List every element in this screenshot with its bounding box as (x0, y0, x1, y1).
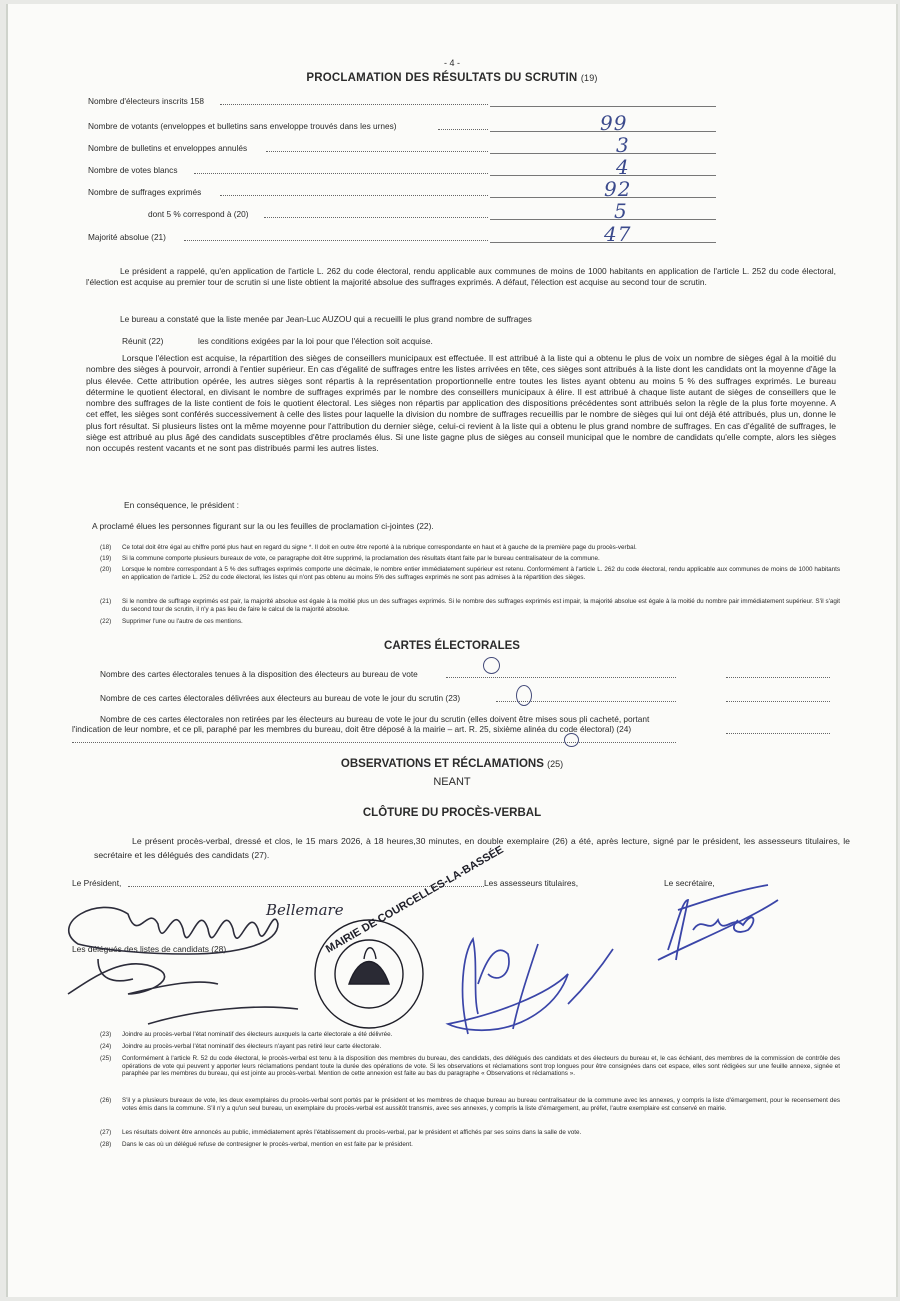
dotted-leader (726, 701, 830, 702)
document-page (6, 4, 898, 1297)
footnote (100, 618, 840, 628)
observations-title-note: (25) (547, 759, 564, 769)
cartes-row-3-line1: Nombre de ces cartes électorales non retirées par les électeurs au bureau de vote le jour du scrutin (elles doivent être mises sous pli cacheté, portant (100, 714, 650, 724)
results-label: dont 5 % correspond à (20) (148, 209, 249, 219)
assesseur-blue-signature (418, 914, 618, 1044)
cartes-row-1: Nombre des cartes électorales tenues à la disposition des électeurs au bureau de vote (100, 669, 418, 679)
cartes-row2-value (520, 688, 521, 689)
handwritten-value: 92 (604, 177, 632, 201)
cartes-row3-value (568, 734, 569, 735)
observations-title (8, 758, 896, 770)
handwritten-value: 99 (600, 111, 628, 135)
results-row (88, 222, 718, 246)
footnote (100, 1097, 840, 1125)
cloture-text: Le présent procès-verbal, dressé et clos, le 15 mars 2026, à 18 heures,30 minutes, en double exemplaire (26) a été, après lecture, signé par le président, les assesseurs titulaires, le secrétaire et les délégués des candidats (27). (94, 836, 850, 860)
footnote-text: Supprimer l'une ou l'autre de ces mentions. (122, 618, 243, 625)
title-text: PROCLAMATION DES RÉSULTATS DU SCRUTIN (306, 72, 578, 84)
stamp-text: MAIRIE DE COURCELLES-LA-BASSÉE (323, 843, 506, 956)
footnote-text: Conformément à l'article R. 52 du code électoral, le procès-verbal est tenu à la disposition des membres du bureau, des candidats, des délégués des candidats et des électeurs du bureau et, le cas échéant, des membres de la commission de contrôle des opérations de vote qui peuvent y apporter leurs réclamations pendant toute la durée des opérations de vote. Si les observations et réclamations sont trop longues pour être consignées dans cet espace, elles sont rédigées sur une feuille annexe, signée et paraphée par les membres du bureau, qui est jointe au procès-verbal. Mention de cette annexion est faite au bas du paragraphe « Observations et réclamations ». (122, 1055, 840, 1078)
value-line (490, 153, 716, 154)
footnote (100, 1129, 840, 1138)
footnote-number: (25) (100, 1055, 112, 1062)
cartes-title: CARTES ÉLECTORALES (384, 640, 520, 652)
secretaire-signature (648, 880, 788, 970)
footnote-text: Joindre au procès-verbal l'état nominatif des électeurs n'ayant pas retiré leur carte électorale. (122, 1043, 382, 1050)
handwritten-zero-mark (516, 685, 532, 706)
dotted-leader (726, 677, 830, 678)
page-number: - 4 - (443, 58, 460, 68)
dotted-leader (194, 173, 488, 174)
dotted-leader (220, 104, 488, 105)
delegues-label: Les délégués des listes de candidats (28) (72, 944, 227, 954)
footnote-number: (27) (100, 1129, 112, 1136)
reunit-text: les conditions exigées par la loi pour que l'élection soit acquise. (198, 336, 433, 346)
results-label: Nombre de votes blancs (88, 165, 178, 175)
results-label: Nombre de suffrages exprimés (88, 187, 202, 197)
value-line (490, 175, 716, 176)
footnote (100, 1043, 840, 1052)
footnote (100, 598, 840, 616)
proclame-text: A proclamé élues les personnes figurant sur la ou les feuilles de proclamation ci-jointes (22). (92, 521, 434, 531)
reunit-label: Réunit (22) (122, 336, 164, 346)
footnote-number: (22) (100, 618, 112, 625)
footnote-number: (21) (100, 598, 112, 605)
results-row (88, 96, 718, 110)
handwritten-value: 47 (604, 222, 632, 246)
footnote-number: (26) (100, 1097, 112, 1104)
handwritten-zero-mark (483, 657, 500, 674)
cartes-row-2: Nombre de ces cartes électorales délivrées aux électeurs au bureau de vote le jour du scrutin (23) (100, 693, 461, 703)
footnote-text: Ce total doit être égal au chiffre porté plus haut en regard du signe *. Il doit en outre être reporté à la rubrique correspondante en haut et à gauche de la première page du procès-verbal. (122, 544, 637, 551)
footnote-text: Si la commune comporte plusieurs bureaux de vote, ce paragraphe doit être supprimé, la proclamation des résultats étant faite par le bureau centralisateur de la commune. (122, 555, 600, 562)
president-reminder: Le président a rappelé, qu'en application de l'article L. 262 du code électoral, rendu applicable aux communes de moins de 1000 habitants en application de l'article L. 252 du code électoral, l'élection est acquise au premier tour de scrutin si une liste obtient la majorité absolue des suffrages exprimés. A défaut, l'élection est acquise au second tour de scrutin. (86, 266, 836, 288)
footnote-text: S'il y a plusieurs bureaux de vote, les deux exemplaires du procès-verbal sont portés par le président et les membres de chaque bureau au bureau centralisateur de la commune avec les annexes, y compris la liste d'émargement, pour le recensement des votes émis dans la commune. S'il n'y a qu'un seul bureau, un exemplaire du procès-verbal est aussitôt transmis, avec ses annexes, y compris la liste d'émargement, au préfet, l'autre exemplaire est conservé en mairie. (122, 1097, 840, 1112)
dotted-leader (264, 217, 488, 218)
handwritten-value: 3 (616, 133, 630, 157)
footnote-number: (19) (100, 555, 112, 562)
footnote (100, 1031, 840, 1040)
footnote-number: (23) (100, 1031, 112, 1038)
dotted-leader (266, 151, 488, 152)
page-title (8, 72, 896, 84)
assesseur-signature-name: Bellemare (266, 901, 344, 919)
value-line (490, 197, 716, 198)
president-label: Le Président, (72, 878, 122, 888)
dotted-leader (220, 195, 488, 196)
observations-text: NEANT (433, 776, 471, 788)
dotted-leader (184, 240, 488, 241)
footnote-text: Dans le cas où un délégué refuse de contresigner le procès-verbal, mention en est faite par le président. (122, 1141, 413, 1148)
footnote (100, 1141, 840, 1150)
footnote (100, 566, 840, 594)
footnote-number: (18) (100, 544, 112, 551)
dotted-leader (72, 742, 676, 743)
footnote (100, 555, 840, 565)
secretaire-label: Le secrétaire, (664, 878, 715, 888)
dotted-leader (446, 677, 676, 678)
dotted-leader (438, 129, 488, 130)
footnote-text: Les résultats doivent être annoncés au public, immédiatement après l'établissement du procès-verbal, par le président et affichés par ses soins dans la salle de vote. (122, 1129, 582, 1136)
cloture-title: CLÔTURE DU PROCÈS-VERBAL (362, 807, 542, 819)
footnote-number: (28) (100, 1141, 112, 1148)
footnote (100, 544, 840, 554)
value-line (490, 219, 716, 220)
handwritten-zero-mark (564, 733, 579, 747)
results-label: Nombre de votants (enveloppes et bulletins sans enveloppe trouvés dans les urnes) (88, 121, 397, 131)
cartes-row1-value (488, 658, 489, 659)
footnote-text: Si le nombre de suffrage exprimés est pair, la majorité absolue est égale à la moitié plus un des suffrages exprimés. Si le nombre des suffrages exprimés est impair, la majorité absolue est égale à la moitié du nombre pair immédiatement supérieur. S'il s'agit du second tour de scrutin, il n'y a pas lieu de faire le calcul de la majorité absolue. (122, 598, 840, 613)
footnote-number: (20) (100, 566, 112, 573)
assesseurs-label: Les assesseurs titulaires, (484, 878, 579, 888)
bureau-constat: Le bureau a constaté que la liste menée par Jean-Luc AUZOU qui a recueilli le plus grand nombre de suffrages (120, 314, 532, 324)
consequence-text: En conséquence, le président : (124, 500, 240, 510)
results-label: Majorité absolue (21) (88, 232, 166, 242)
handwritten-value: 5 (614, 199, 628, 223)
footnote-text: Lorsque le nombre correspondant à 5 % des suffrages exprimés comporte une décimale, le nombre entier immédiatement supérieur est retenu. Conformément à l'article L. 262 du code électoral, rendu applicable aux communes de moins de 1000 habitants en application de l'article L. 252 du code électoral, les listes qui n'ont pas obtenu au moins 5% des suffrages exprimés ne sont pas admises à la répartition des sièges. (122, 566, 840, 581)
title-note: (19) (580, 73, 598, 83)
repartition-text: Lorsque l'élection est acquise, la répartition des sièges de conseillers municipaux est effectuée. Il est attribué à la liste qui a obtenu le plus de voix un nombre de sièges égal à la moitié du nombre des sièges à pourvoir, arrondi à l'entier supérieur. En cas d'égalité de suffrages entre les listes arrivées en tête, ces sièges sont attribués à la liste dont les candidats ont la moyenne d'âge la plus élevée. Cette attribution opérée, les autres sièges sont répartis à la représentation proportionnelle entre toutes les listes ayant obtenu au moins 5 % des suffrages exprimés. Le bureau détermine le quotient électoral, en divisant le nombre de suffrages exprimés par le nombre des conseillers municipaux à élire. Il est attribué à chaque liste autant de sièges de conseillers que le nombre des suffrages de la liste contient de fois le quotient électoral. Les sièges non répartis par application des dispositions précédentes sont attribués selon la règle de la plus forte moyenne. A cet effet, les sièges sont conférés successivement à celle des listes pour laquelle la division du nombre de suffrages recueillis par le nombre de sièges qui lui ont déjà été attribués, plus un, donne le plus fort résultat. Si plusieurs listes ont la même moyenne pour l'attribution du dernier siège, celui-ci revient à la liste qui a obtenu le plus grand nombre de suffrages. En cas d'égalité de suffrages, le siège est attribué au plus âgé des candidats susceptibles d'être proclamés élus. Si une liste gagne plus de sièges au conseil municipal que le nombre de candidats qu'elle compte, alors les sièges non occupés restent vacants et ne sont pas distribués parmi les autres listes. (86, 353, 836, 454)
results-label: Nombre d'électeurs inscrits 158 (88, 96, 204, 106)
footnote (100, 1055, 840, 1091)
observations-title-text: OBSERVATIONS ET RÉCLAMATIONS (340, 758, 544, 770)
handwritten-value: 4 (616, 155, 630, 179)
footnote-number: (24) (100, 1043, 112, 1050)
value-line (490, 106, 716, 107)
results-label: Nombre de bulletins et enveloppes annulés (88, 143, 248, 153)
cartes-row-3-line2: l'indication de leur nombre, et ce pli, paraphé par les membres du bureau, doit être déposé à la mairie – art. R. 25, sixième alinéa du code électoral) (24) (72, 724, 632, 734)
results-row (88, 199, 718, 223)
footnote-text: Joindre au procès-verbal l'état nominatif des électeurs auxquels la carte électorale a été délivrée. (122, 1031, 393, 1038)
value-line (490, 242, 716, 243)
dotted-leader (726, 733, 830, 734)
